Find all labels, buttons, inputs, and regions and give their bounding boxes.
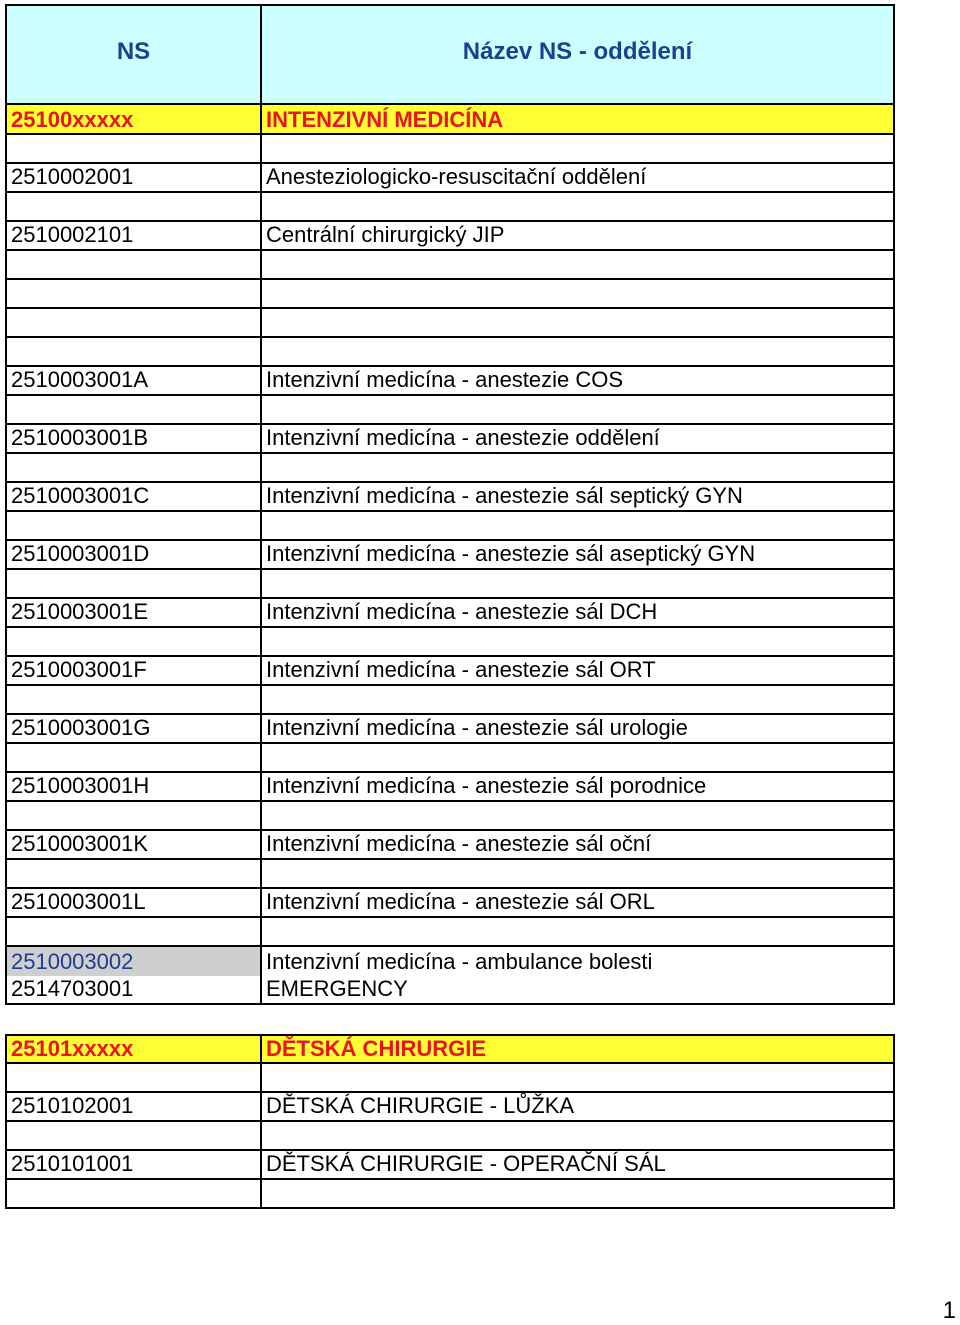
empty-row <box>5 1064 895 1093</box>
empty-cell <box>7 1122 262 1149</box>
ns-code: 2514703001 <box>7 976 262 1003</box>
table-row <box>5 889 895 918</box>
empty-cell <box>262 1122 893 1149</box>
department-name: Intenzivní medicína - anestezie sál ORT <box>266 657 656 682</box>
empty-row <box>5 860 895 889</box>
table-row <box>5 483 895 512</box>
department-name: Intenzivní medicína - anestezie oddělení <box>266 425 660 450</box>
empty-cell <box>7 1064 262 1091</box>
empty-row <box>5 570 895 599</box>
department-name: Intenzivní medicína - ambulance bolesti <box>266 949 653 974</box>
empty-cell <box>262 1180 893 1207</box>
empty-cell <box>262 512 893 539</box>
empty-cell <box>262 251 893 278</box>
department-name: Intenzivní medicína - anestezie COS <box>266 367 624 392</box>
empty-cell <box>262 628 893 655</box>
ns-code: 2510102001 <box>7 1093 262 1120</box>
department-name: DĚTSKÁ CHIRURGIE - LŮŽKA <box>266 1093 575 1118</box>
empty-cell <box>7 396 262 423</box>
ns-code: 2510003001K <box>7 831 262 858</box>
department-name: DĚTSKÁ CHIRURGIE - OPERAČNÍ SÁL <box>266 1151 666 1176</box>
section-code: 25101xxxxx <box>7 1036 262 1062</box>
empty-row <box>5 309 895 338</box>
table-row <box>5 541 895 570</box>
empty-cell <box>262 454 893 481</box>
empty-cell <box>262 338 893 365</box>
department-name: Centrální chirurgický JIP <box>266 222 505 247</box>
empty-cell <box>7 570 262 597</box>
ns-code: 2510002101 <box>7 222 262 249</box>
empty-cell <box>7 686 262 713</box>
empty-row <box>5 135 895 164</box>
empty-row <box>5 338 895 367</box>
empty-cell <box>262 309 893 336</box>
section-row <box>5 105 895 135</box>
department-name: Intenzivní medicína - anestezie sál septický GYN <box>266 483 743 508</box>
page-number: 1 <box>942 1297 956 1324</box>
empty-cell <box>7 512 262 539</box>
table-body <box>5 105 895 1209</box>
table-row <box>5 773 895 802</box>
header-name: Název NS - oddělení <box>462 37 693 65</box>
empty-row <box>5 280 895 309</box>
table-row <box>5 425 895 454</box>
empty-row <box>5 1180 895 1209</box>
empty-cell <box>7 135 262 162</box>
header-ns: NS <box>7 6 262 103</box>
empty-cell <box>262 135 893 162</box>
ns-code: 2510003002 <box>7 947 262 976</box>
empty-cell <box>262 280 893 307</box>
table-row <box>5 831 895 860</box>
ns-code: 2510002001 <box>7 164 262 191</box>
ns-code: 2510003001C <box>7 483 262 510</box>
section-code: 25100xxxxx <box>7 105 262 133</box>
empty-cell <box>7 628 262 655</box>
empty-cell <box>262 396 893 423</box>
table-row <box>5 715 895 744</box>
table-row <box>5 367 895 396</box>
empty-cell <box>7 744 262 771</box>
empty-row <box>5 1122 895 1151</box>
empty-cell <box>262 802 893 829</box>
empty-row <box>5 512 895 541</box>
department-name: Intenzivní medicína - anestezie sál urologie <box>266 715 688 740</box>
table-row <box>5 947 895 976</box>
ns-code: 2510003001A <box>7 367 262 394</box>
empty-cell <box>7 918 262 945</box>
ns-code: 2510101001 <box>7 1151 262 1178</box>
empty-row <box>5 918 895 947</box>
table-row <box>5 976 895 1005</box>
empty-cell <box>262 860 893 887</box>
empty-cell <box>7 309 262 336</box>
empty-cell <box>262 918 893 945</box>
section-row <box>5 1034 895 1064</box>
empty-row <box>5 628 895 657</box>
table-row <box>5 1093 895 1122</box>
empty-row <box>5 686 895 715</box>
empty-cell <box>262 744 893 771</box>
department-name: Intenzivní medicína - anestezie sál aseptický GYN <box>266 541 756 566</box>
empty-cell <box>7 280 262 307</box>
ns-code: 2510003001D <box>7 541 262 568</box>
ns-code: 2510003001B <box>7 425 262 452</box>
section-gap <box>5 1005 895 1034</box>
table-row <box>5 599 895 628</box>
table-row <box>5 222 895 251</box>
section-name: DĚTSKÁ CHIRURGIE <box>266 1036 487 1061</box>
empty-cell <box>7 454 262 481</box>
empty-row <box>5 454 895 483</box>
department-name: Anesteziologicko-resuscitační oddělení <box>266 164 647 189</box>
empty-cell <box>262 193 893 220</box>
ns-code: 2510003001F <box>7 657 262 684</box>
empty-row <box>5 744 895 773</box>
section-name: INTENZIVNÍ MEDICÍNA <box>266 107 504 132</box>
table-row <box>5 1151 895 1180</box>
department-name: Intenzivní medicína - anestezie sál oční <box>266 831 652 856</box>
table-row <box>5 164 895 193</box>
department-name: EMERGENCY <box>266 976 408 1001</box>
ns-code: 2510003001E <box>7 599 262 626</box>
table-row <box>5 657 895 686</box>
empty-cell <box>7 1180 262 1207</box>
empty-cell <box>7 802 262 829</box>
empty-row <box>5 802 895 831</box>
empty-cell <box>7 251 262 278</box>
ns-code: 2510003001L <box>7 889 262 916</box>
department-name: Intenzivní medicína - anestezie sál DCH <box>266 599 658 624</box>
empty-cell <box>262 686 893 713</box>
department-name: Intenzivní medicína - anestezie sál porodnice <box>266 773 707 798</box>
empty-cell <box>262 1064 893 1091</box>
empty-cell <box>7 193 262 220</box>
empty-cell <box>262 570 893 597</box>
empty-row <box>5 193 895 222</box>
empty-cell <box>7 338 262 365</box>
empty-row <box>5 396 895 425</box>
table-header <box>5 4 895 105</box>
empty-cell <box>7 860 262 887</box>
ns-code: 2510003001G <box>7 715 262 742</box>
ns-code: 2510003001H <box>7 773 262 800</box>
empty-row <box>5 251 895 280</box>
department-name: Intenzivní medicína - anestezie sál ORL <box>266 889 655 914</box>
department-table <box>5 4 895 1209</box>
